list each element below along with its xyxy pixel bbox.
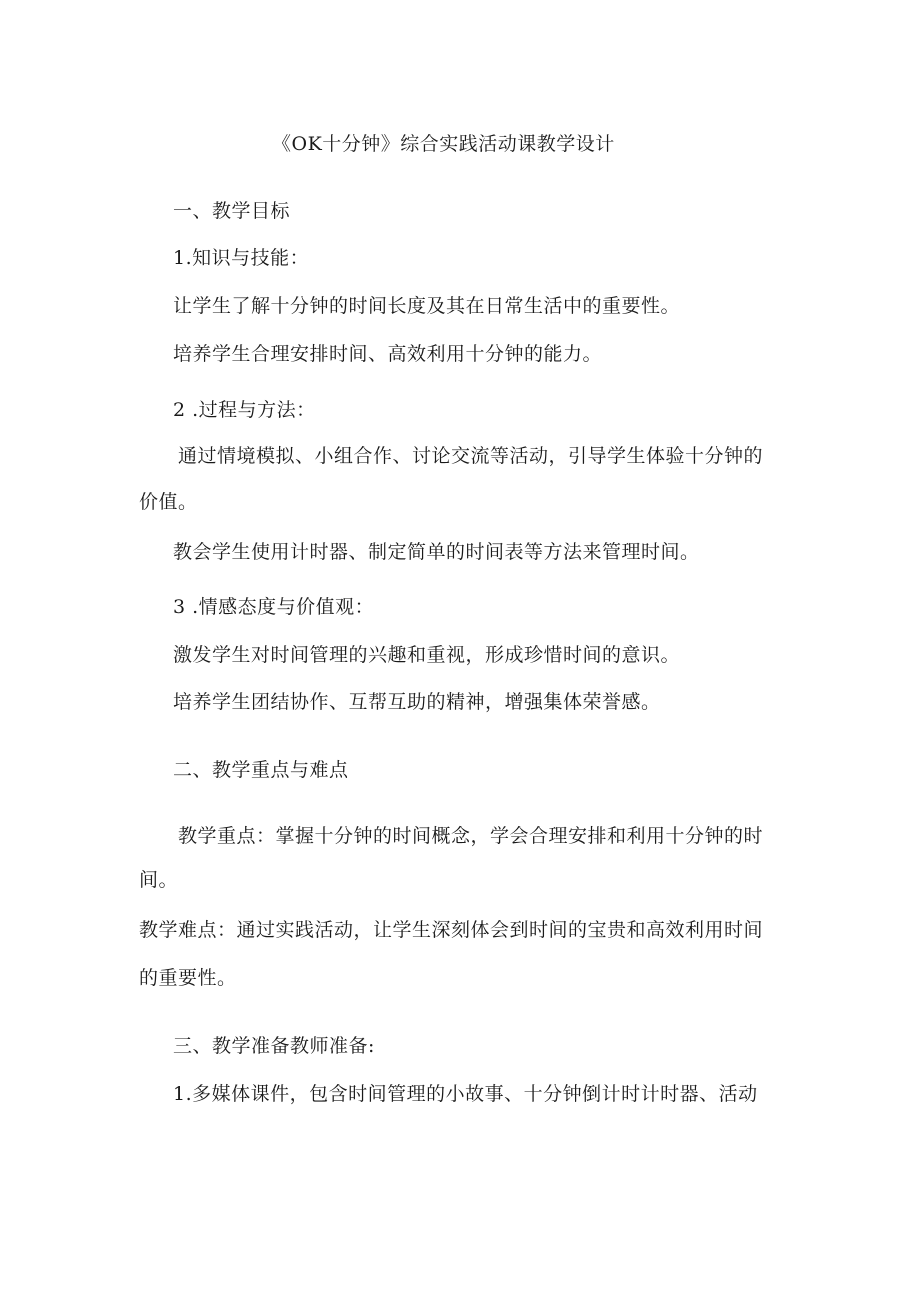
paragraph: 激发学生对时间管理的兴趣和重视，形成珍惜时间的意识。 <box>173 644 681 666</box>
subsection-2-heading: 2 .过程与方法： <box>173 399 316 421</box>
paragraph-line: 间。 <box>139 869 179 891</box>
paragraph-line: 教学难点：通过实践活动，让学生深刻体会到时间的宝贵和高效利用时间 <box>139 919 764 941</box>
paragraph: 培养学生团结协作、互帮互助的精神，增强集体荣誉感。 <box>173 691 661 713</box>
document-title: 《OK十分钟》综合实践活动课教学设计 <box>272 133 615 155</box>
paragraph-line: 通过情境模拟、小组合作、讨论交流等活动，引导学生体验十分钟的 <box>178 445 764 467</box>
paragraph-line: 价值。 <box>139 491 198 513</box>
section-1-heading: 一、教学目标 <box>173 200 291 222</box>
paragraph: 教会学生使用计时器、制定简单的时间表等方法来管理时间。 <box>173 541 700 563</box>
paragraph: 培养学生合理安排时间、高效利用十分钟的能力。 <box>173 343 603 365</box>
list-item: 1.多媒体课件，包含时间管理的小故事、十分钟倒计时计时器、活动 <box>173 1083 758 1105</box>
paragraph-line: 的重要性。 <box>139 967 237 989</box>
subsection-3-heading: 3 .情感态度与价值观： <box>173 596 375 618</box>
section-3-heading: 三、教学准备教师准备: <box>173 1035 375 1057</box>
section-2-heading: 二、教学重点与难点 <box>173 759 349 781</box>
paragraph-line: 教学重点：掌握十分钟的时间概念，学会合理安排和利用十分钟的时 <box>178 825 764 847</box>
subsection-1-heading: 1.知识与技能： <box>173 247 310 269</box>
paragraph: 让学生了解十分钟的时间长度及其在日常生活中的重要性。 <box>173 295 681 317</box>
